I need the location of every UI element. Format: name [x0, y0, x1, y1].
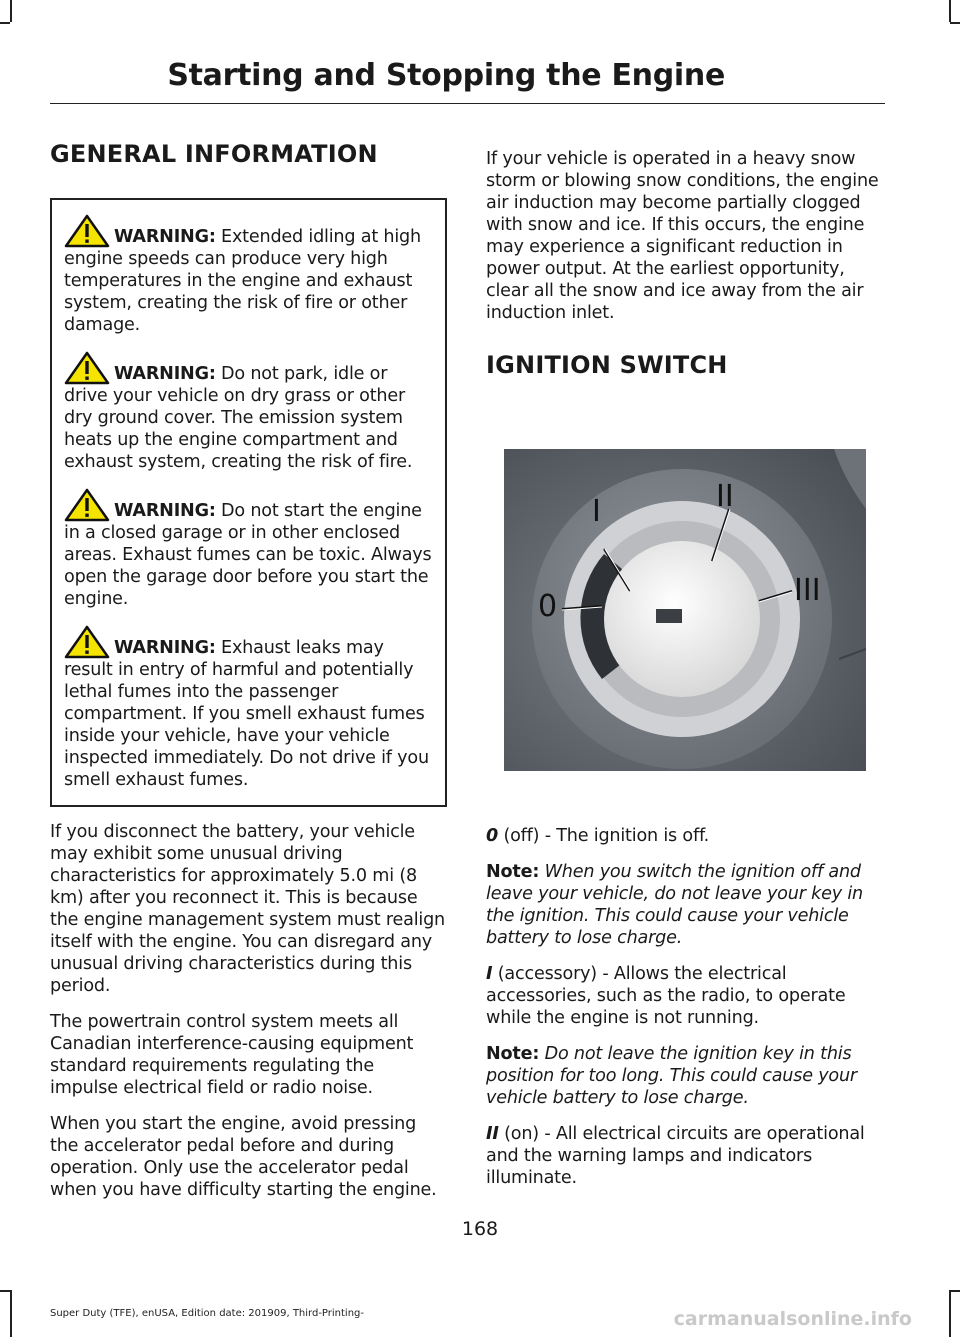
warning-item — [64, 625, 435, 791]
warning-label: WARNING: — [114, 638, 216, 658]
ignition-label-start: III — [794, 573, 821, 608]
crop-mark — [949, 1290, 951, 1337]
body-paragraph: If you disconnect the battery, your vehicle may exhibit some unusual driving characteristics for approximately 5.0 mi (8 km) after you reconnect it. This is because the engine management system must realign itself with the engine. You can disregard any unusual driving characteristics during this period. — [50, 822, 446, 996]
crop-mark — [950, 1290, 960, 1292]
crop-mark — [0, 1290, 10, 1292]
warning-text: Do not park, idle or drive your vehicle on dry grass or other dry ground cover. The emission system heats up the engine compartment and exhaust system, creating the risk of fire. — [64, 364, 413, 472]
crop-mark — [10, 0, 12, 22]
warning-item — [64, 351, 435, 473]
warning-triangle-icon — [64, 488, 110, 522]
crop-mark — [950, 22, 960, 24]
ignition-switch-illustration — [504, 449, 866, 771]
note-label: Note: — [486, 862, 540, 882]
warning-label: WARNING: — [114, 364, 216, 384]
crop-mark — [949, 0, 951, 22]
note-text: When you switch the ignition off and leave your vehicle, do not leave your key in the ignition. This could cause your vehicle battery to lose charge. — [486, 862, 863, 948]
warning-text: Extended idling at high engine speeds can produce very high temperatures in the engine and exhaust system, creating the risk of fire or other damage. — [64, 227, 421, 335]
ignition-position-off — [486, 825, 884, 847]
warning-text: Do not start the engine in a closed garage or in other enclosed areas. Exhaust fumes can be toxic. Always open the garage door before you start the engine. — [64, 501, 432, 609]
body-paragraph: When you start the engine, avoid pressing the accelerator pedal before and during operation. Only use the accelerator pedal when you have difficulty starting the engine. — [50, 1114, 437, 1200]
position-desc: (off) - The ignition is off. — [498, 826, 710, 846]
crop-mark — [0, 22, 10, 24]
crop-mark — [10, 1290, 12, 1337]
note-text: Do not leave the ignition key in this position for too long. This could cause your vehicle battery to lose charge. — [486, 1044, 857, 1108]
body-paragraph: If your vehicle is operated in a heavy snow storm or blowing snow conditions, the engine air induction may become partially clogged with snow and ice. If this occurs, the engine may experience a significant reduction in power output. At the earliest opportunity, clear all the snow and ice away from the air induction inlet. — [486, 149, 879, 323]
page-number: 168 — [461, 1218, 499, 1240]
ignition-position-accessory — [486, 963, 884, 1029]
warning-triangle-icon — [64, 214, 110, 248]
page-header — [50, 58, 885, 104]
warning-triangle-icon — [64, 625, 110, 659]
position-term: I — [486, 964, 493, 984]
position-desc: (on) - All electrical circuits are operational and the warning lamps and indicators illuminate. — [486, 1124, 865, 1188]
warning-box — [50, 198, 447, 807]
warning-triangle-icon — [64, 351, 110, 385]
ignition-label-off: 0 — [538, 589, 558, 624]
section-heading-general: GENERAL INFORMATION — [50, 140, 378, 168]
watermark: carmanualsonline.info — [673, 1308, 912, 1330]
position-term: 0 — [486, 826, 499, 846]
ignition-label-on: II — [716, 479, 734, 514]
right-column — [486, 140, 884, 1189]
warning-label: WARNING: — [114, 501, 216, 521]
section-heading-ignition: IGNITION SWITCH — [486, 351, 728, 379]
position-desc: (accessory) - Allows the electrical accessories, such as the radio, to operate while the engine is not running. — [486, 964, 846, 1028]
note-label: Note: — [486, 1044, 540, 1064]
warning-item — [64, 488, 435, 610]
warning-text: Exhaust leaks may result in entry of harmful and potentially lethal fumes into the passenger compartment. If you smell exhaust fumes inside your vehicle, have your vehicle inspected immediately. Do not drive if you smell exhaust fumes. — [64, 638, 429, 790]
left-column — [50, 140, 447, 1201]
warning-label: WARNING: — [114, 227, 216, 247]
footer-edition: Super Duty (TFE), enUSA, Edition date: 201909, Third-Printing- — [50, 1308, 365, 1319]
page-title: Starting and Stopping the Engine — [167, 58, 725, 93]
ignition-switch-figure — [504, 449, 866, 771]
ignition-label-acc: I — [592, 494, 601, 529]
note — [486, 1043, 884, 1109]
position-term: II — [486, 1124, 499, 1144]
note — [486, 861, 884, 949]
ignition-position-on — [486, 1123, 884, 1189]
body-paragraph: The powertrain control system meets all Canadian interference-causing equipment standard requirements regulating the impulse electrical field or radio noise. — [50, 1012, 414, 1098]
warning-item — [64, 214, 435, 336]
